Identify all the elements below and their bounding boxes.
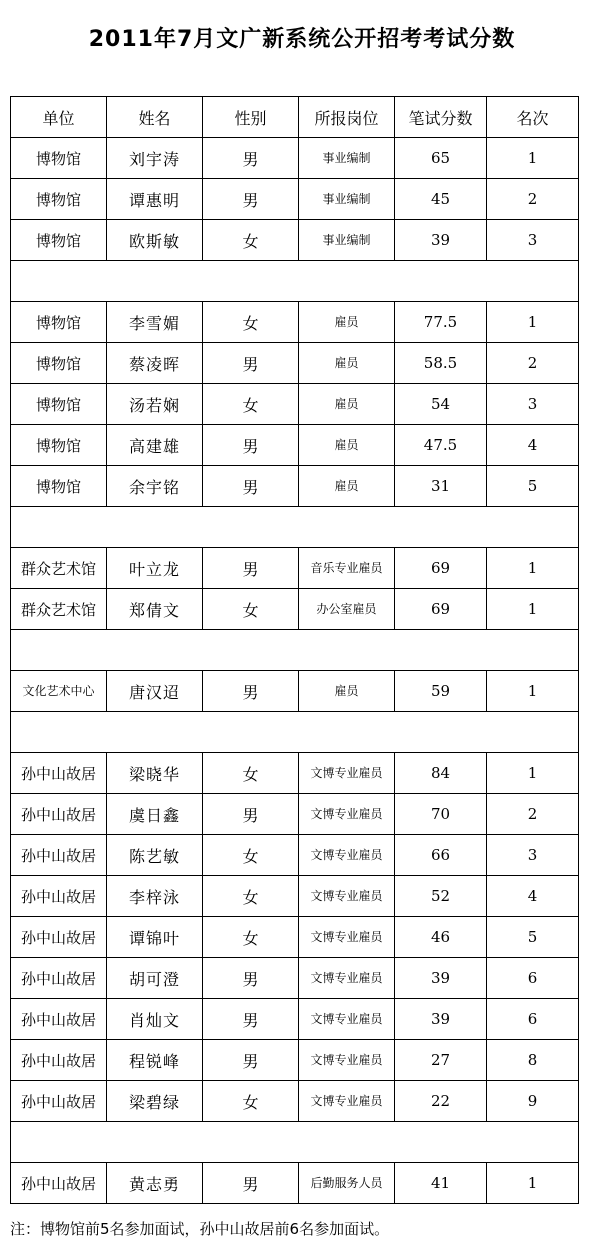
cell-post: 雇员	[299, 302, 395, 343]
cell-unit: 孙中山故居	[11, 835, 107, 876]
cell-post: 文博专业雇员	[299, 958, 395, 999]
cell-unit: 博物馆	[11, 302, 107, 343]
cell-post: 文博专业雇员	[299, 1040, 395, 1081]
cell-unit: 孙中山故居	[11, 753, 107, 794]
table-row	[11, 999, 579, 1040]
cell-post: 文博专业雇员	[299, 753, 395, 794]
cell-name: 肖灿文	[107, 999, 203, 1040]
cell-unit: 孙中山故居	[11, 1163, 107, 1204]
cell-score: 58.5	[395, 343, 487, 384]
table-row	[11, 794, 579, 835]
table-row	[11, 138, 579, 179]
cell-post: 事业编制	[299, 179, 395, 220]
cell-score: 39	[395, 220, 487, 261]
header-unit: 单位	[11, 97, 107, 138]
cell-rank: 8	[487, 1040, 579, 1081]
cell-unit: 博物馆	[11, 466, 107, 507]
cell-gender: 女	[203, 1081, 299, 1122]
cell-score: 66	[395, 835, 487, 876]
table-row	[11, 917, 579, 958]
table-body	[11, 138, 579, 1204]
cell-name: 谭锦叶	[107, 917, 203, 958]
cell-unit: 孙中山故居	[11, 1081, 107, 1122]
cell-post: 事业编制	[299, 138, 395, 179]
cell-post: 办公室雇员	[299, 589, 395, 630]
cell-gender: 男	[203, 999, 299, 1040]
cell-score: 54	[395, 384, 487, 425]
cell-name: 虞日鑫	[107, 794, 203, 835]
cell-gender: 男	[203, 794, 299, 835]
cell-gender: 女	[203, 302, 299, 343]
table-row	[11, 384, 579, 425]
cell-score: 31	[395, 466, 487, 507]
cell-gender: 女	[203, 220, 299, 261]
cell-rank: 2	[487, 343, 579, 384]
score-table	[10, 96, 579, 1204]
cell-name: 叶立龙	[107, 548, 203, 589]
header-post: 所报岗位	[299, 97, 395, 138]
cell-name: 程锐峰	[107, 1040, 203, 1081]
cell-unit: 博物馆	[11, 384, 107, 425]
cell-unit: 文化艺术中心	[11, 671, 107, 712]
cell-name: 余宇铭	[107, 466, 203, 507]
cell-name: 刘宇涛	[107, 138, 203, 179]
cell-score: 59	[395, 671, 487, 712]
cell-score: 52	[395, 876, 487, 917]
cell-gender: 女	[203, 876, 299, 917]
cell-score: 27	[395, 1040, 487, 1081]
separator-cell	[11, 1122, 579, 1163]
cell-name: 胡可澄	[107, 958, 203, 999]
separator-row	[11, 712, 579, 753]
cell-unit: 博物馆	[11, 425, 107, 466]
page-title: 2011年7月文广新系统公开招考考试分数	[88, 27, 516, 52]
cell-gender: 女	[203, 835, 299, 876]
cell-score: 39	[395, 999, 487, 1040]
cell-rank: 1	[487, 753, 579, 794]
table-row	[11, 1040, 579, 1081]
cell-score: 65	[395, 138, 487, 179]
cell-score: 69	[395, 548, 487, 589]
table-row	[11, 958, 579, 999]
table-row	[11, 1081, 579, 1122]
cell-name: 郑倩文	[107, 589, 203, 630]
cell-score: 70	[395, 794, 487, 835]
cell-score: 41	[395, 1163, 487, 1204]
cell-name: 梁晓华	[107, 753, 203, 794]
separator-row	[11, 630, 579, 671]
cell-name: 陈艺敏	[107, 835, 203, 876]
cell-rank: 6	[487, 999, 579, 1040]
header-score: 笔试分数	[395, 97, 487, 138]
cell-gender: 男	[203, 548, 299, 589]
cell-post: 文博专业雇员	[299, 999, 395, 1040]
cell-unit: 孙中山故居	[11, 999, 107, 1040]
separator-cell	[11, 507, 579, 548]
cell-post: 文博专业雇员	[299, 794, 395, 835]
cell-name: 蔡凌晖	[107, 343, 203, 384]
cell-unit: 群众艺术馆	[11, 548, 107, 589]
table-row	[11, 302, 579, 343]
cell-name: 谭惠明	[107, 179, 203, 220]
cell-rank: 1	[487, 302, 579, 343]
cell-rank: 5	[487, 917, 579, 958]
cell-rank: 4	[487, 425, 579, 466]
cell-name: 梁碧绿	[107, 1081, 203, 1122]
cell-post: 雇员	[299, 425, 395, 466]
cell-unit: 孙中山故居	[11, 917, 107, 958]
header-name: 姓名	[107, 97, 203, 138]
cell-post: 文博专业雇员	[299, 835, 395, 876]
separator-row	[11, 507, 579, 548]
table-row	[11, 876, 579, 917]
cell-rank: 3	[487, 220, 579, 261]
cell-rank: 5	[487, 466, 579, 507]
cell-score: 39	[395, 958, 487, 999]
footnote: 注：博物馆前5名参加面试，孙中山故居前6名参加面试。	[10, 1220, 390, 1238]
cell-rank: 4	[487, 876, 579, 917]
cell-score: 84	[395, 753, 487, 794]
cell-gender: 男	[203, 138, 299, 179]
cell-rank: 2	[487, 794, 579, 835]
cell-post: 雇员	[299, 671, 395, 712]
cell-score: 47.5	[395, 425, 487, 466]
cell-gender: 女	[203, 753, 299, 794]
cell-name: 唐汉迢	[107, 671, 203, 712]
cell-rank: 1	[487, 671, 579, 712]
cell-score: 45	[395, 179, 487, 220]
cell-rank: 2	[487, 179, 579, 220]
separator-cell	[11, 630, 579, 671]
cell-gender: 男	[203, 1163, 299, 1204]
separator-row	[11, 261, 579, 302]
cell-gender: 男	[203, 343, 299, 384]
table-row	[11, 220, 579, 261]
cell-unit: 孙中山故居	[11, 794, 107, 835]
separator-cell	[11, 712, 579, 753]
cell-unit: 博物馆	[11, 138, 107, 179]
cell-post: 雇员	[299, 466, 395, 507]
cell-gender: 女	[203, 384, 299, 425]
cell-gender: 男	[203, 958, 299, 999]
cell-name: 李雪媚	[107, 302, 203, 343]
cell-name: 汤若娴	[107, 384, 203, 425]
cell-name: 欧斯敏	[107, 220, 203, 261]
cell-post: 事业编制	[299, 220, 395, 261]
cell-gender: 男	[203, 466, 299, 507]
table-row	[11, 466, 579, 507]
cell-rank: 1	[487, 138, 579, 179]
cell-rank: 9	[487, 1081, 579, 1122]
cell-post: 文博专业雇员	[299, 1081, 395, 1122]
table-row	[11, 425, 579, 466]
cell-post: 雇员	[299, 384, 395, 425]
table-row	[11, 1163, 579, 1204]
cell-unit: 孙中山故居	[11, 1040, 107, 1081]
table-row	[11, 589, 579, 630]
cell-rank: 1	[487, 548, 579, 589]
cell-unit: 博物馆	[11, 343, 107, 384]
cell-name: 黄志勇	[107, 1163, 203, 1204]
cell-score: 22	[395, 1081, 487, 1122]
separator-cell	[11, 261, 579, 302]
cell-name: 李梓泳	[107, 876, 203, 917]
cell-unit: 孙中山故居	[11, 958, 107, 999]
cell-gender: 女	[203, 917, 299, 958]
cell-unit: 博物馆	[11, 220, 107, 261]
cell-rank: 3	[487, 835, 579, 876]
cell-name: 高建雄	[107, 425, 203, 466]
table-row	[11, 343, 579, 384]
cell-unit: 群众艺术馆	[11, 589, 107, 630]
cell-score: 46	[395, 917, 487, 958]
cell-unit: 博物馆	[11, 179, 107, 220]
cell-post: 文博专业雇员	[299, 917, 395, 958]
table-row	[11, 548, 579, 589]
separator-row	[11, 1122, 579, 1163]
table-row	[11, 179, 579, 220]
cell-gender: 男	[203, 425, 299, 466]
cell-rank: 1	[487, 589, 579, 630]
cell-score: 77.5	[395, 302, 487, 343]
cell-post: 音乐专业雇员	[299, 548, 395, 589]
header-gender: 性别	[203, 97, 299, 138]
cell-rank: 1	[487, 1163, 579, 1204]
cell-post: 后勤服务人员	[299, 1163, 395, 1204]
header-rank: 名次	[487, 97, 579, 138]
cell-post: 文博专业雇员	[299, 876, 395, 917]
cell-gender: 男	[203, 671, 299, 712]
cell-rank: 6	[487, 958, 579, 999]
cell-gender: 男	[203, 179, 299, 220]
cell-gender: 男	[203, 1040, 299, 1081]
cell-rank: 3	[487, 384, 579, 425]
cell-post: 雇员	[299, 343, 395, 384]
cell-unit: 孙中山故居	[11, 876, 107, 917]
table-row	[11, 753, 579, 794]
cell-gender: 女	[203, 589, 299, 630]
cell-score: 69	[395, 589, 487, 630]
table-row	[11, 671, 579, 712]
table-header-row	[11, 97, 579, 138]
table-row	[11, 835, 579, 876]
